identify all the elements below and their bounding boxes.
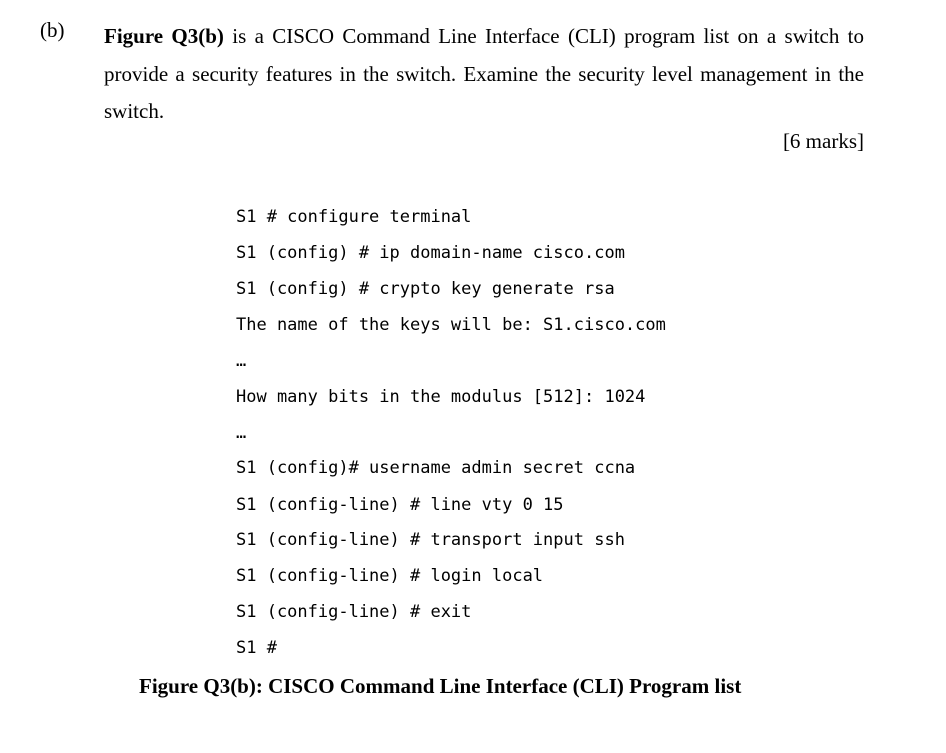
figure-caption: Figure Q3(b): CISCO Command Line Interface (CLI) Program list	[139, 674, 742, 698]
cli-ellipsis: …	[236, 423, 247, 443]
question-line-1-rest: is a CISCO Command Line Interface (CLI) program list on a switch to	[223, 24, 865, 48]
question-line-1	[104, 18, 864, 56]
marks-label: [6 marks]	[782, 129, 864, 153]
cli-line: How many bits in the modulus [512]: 1024	[236, 387, 646, 407]
question-line-3: switch.	[104, 99, 165, 123]
cli-line: S1 (config-line) # login local	[236, 566, 544, 586]
question-label: (b)	[40, 18, 65, 42]
cli-line: The name of the keys will be: S1.cisco.com	[236, 315, 666, 335]
cli-line: S1 (config-line) # exit	[236, 602, 472, 622]
cli-line: S1 #	[236, 638, 277, 658]
question-text	[104, 18, 864, 131]
cli-line: S1 (config-line) # line vty 0 15	[236, 495, 564, 515]
cli-line: S1 (config-line) # transport input ssh	[236, 530, 625, 550]
cli-line: S1 (config) # crypto key generate rsa	[236, 279, 615, 299]
question-line-2: provide a security features in the switch. Examine the security level management in the	[104, 61, 864, 86]
figure-reference: Figure Q3(b)	[104, 24, 224, 48]
cli-ellipsis: …	[236, 351, 247, 371]
cli-line: S1 (config)# username admin secret ccna	[236, 458, 636, 478]
cli-line: S1 (config) # ip domain-name cisco.com	[236, 243, 625, 263]
cli-line: S1 # configure terminal	[236, 207, 472, 227]
